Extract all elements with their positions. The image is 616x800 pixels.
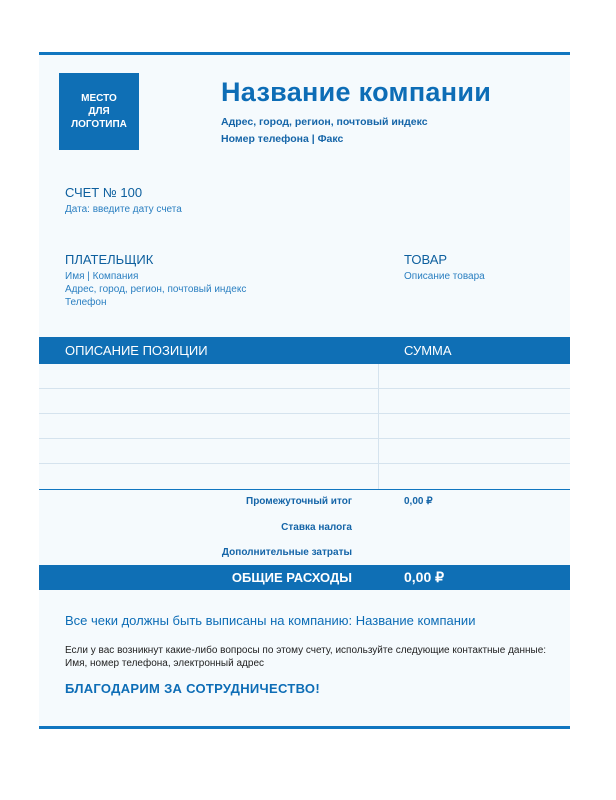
subtotal-label: Промежуточный итог xyxy=(246,496,352,507)
payable-note[interactable]: Все чеки должны быть выписаны на компанию: Название компании xyxy=(65,613,476,628)
thank-you-message[interactable]: БЛАГОДАРИМ ЗА СОТРУДНИЧЕСТВО! xyxy=(65,681,320,696)
column-header-description: ОПИСАНИЕ ПОЗИЦИИ xyxy=(65,343,208,358)
grand-total-label: ОБЩИЕ РАСХОДЫ xyxy=(231,570,352,585)
payer-block xyxy=(65,252,246,309)
column-header-amount: СУММА xyxy=(404,343,452,358)
table-row[interactable] xyxy=(39,439,570,464)
payer-phone[interactable]: Телефон xyxy=(65,297,107,308)
extra-costs-label: Дополнительные затраты xyxy=(221,547,352,558)
goods-title: ТОВАР xyxy=(404,252,448,267)
company-phone-fax[interactable]: Номер телефона | Факс xyxy=(221,133,344,145)
table-divider xyxy=(39,489,570,490)
contact-note-line-1[interactable]: Если у вас возникнут какие-либо вопросы по этому счету, используйте следующие контактные данные: xyxy=(65,645,547,656)
grand-total-bar xyxy=(39,565,570,590)
logo-placeholder[interactable] xyxy=(59,73,139,150)
table-row[interactable] xyxy=(39,464,570,489)
grand-total-value[interactable]: 0,00 ₽ xyxy=(404,569,445,585)
company-address[interactable]: Адрес, город, регион, почтовый индекс xyxy=(221,116,428,128)
payer-name[interactable]: Имя | Компания xyxy=(65,271,139,282)
goods-description[interactable]: Описание товара xyxy=(404,271,485,282)
contact-note-line-2[interactable]: Имя, номер телефона, электронный адрес xyxy=(65,658,265,669)
items-table-header xyxy=(39,337,570,364)
contact-note xyxy=(65,644,565,670)
company-name[interactable]: Название компании xyxy=(221,77,492,107)
invoice-number[interactable]: СЧЕТ № 100 xyxy=(65,185,143,200)
table-row[interactable] xyxy=(39,389,570,414)
payer-title: ПЛАТЕЛЬЩИК xyxy=(65,252,154,267)
logo-line-2: ДЛЯ xyxy=(88,106,110,117)
items-table-body xyxy=(39,364,570,489)
logo-line-1: МЕСТО xyxy=(81,93,117,104)
logo-line-3: ЛОГОТИПА xyxy=(71,119,127,130)
table-row[interactable] xyxy=(39,414,570,439)
tax-rate-label: Ставка налога xyxy=(281,522,352,533)
table-row[interactable] xyxy=(39,364,570,389)
payer-address[interactable]: Адрес, город, регион, почтовый индекс xyxy=(65,284,247,295)
invoice-page xyxy=(39,52,570,729)
goods-block xyxy=(404,252,485,283)
invoice-date[interactable]: Дата: введите дату счета xyxy=(65,204,182,215)
subtotal-value[interactable]: 0,00 ₽ xyxy=(404,496,433,507)
